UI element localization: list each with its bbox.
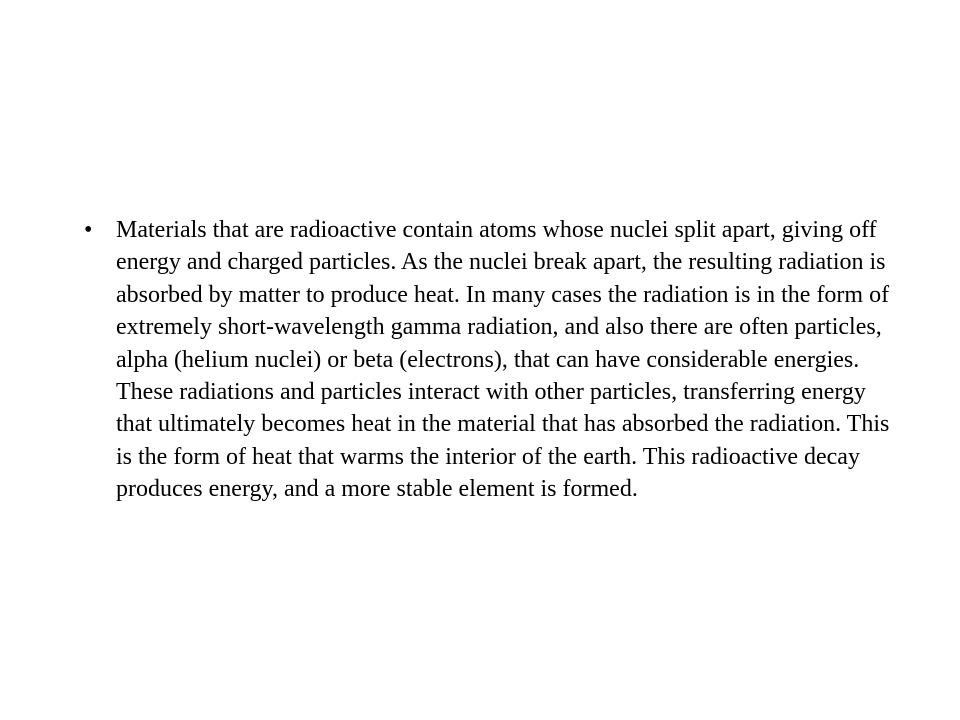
bullet-item [84, 214, 904, 506]
bullet-text: Materials that are radioactive contain atoms whose nuclei split apart, giving off energy and charged particles. As the nuclei break apart, the resulting radiation is absorbed by matter to produce heat. In many cases the radiation is in the form of extremely short-wavelength gamma radiation, and also there are often particles, alpha (helium nuclei) or beta (electrons), that can have considerable energies. These radiations and particles interact with other particles, transferring energy that ultimately becomes heat in the material that has absorbed the radiation. This is the form of heat that warms the interior of the earth. This radioactive decay produces energy, and a more stable element is formed. [116, 217, 890, 503]
bullet-icon: • [84, 217, 93, 243]
